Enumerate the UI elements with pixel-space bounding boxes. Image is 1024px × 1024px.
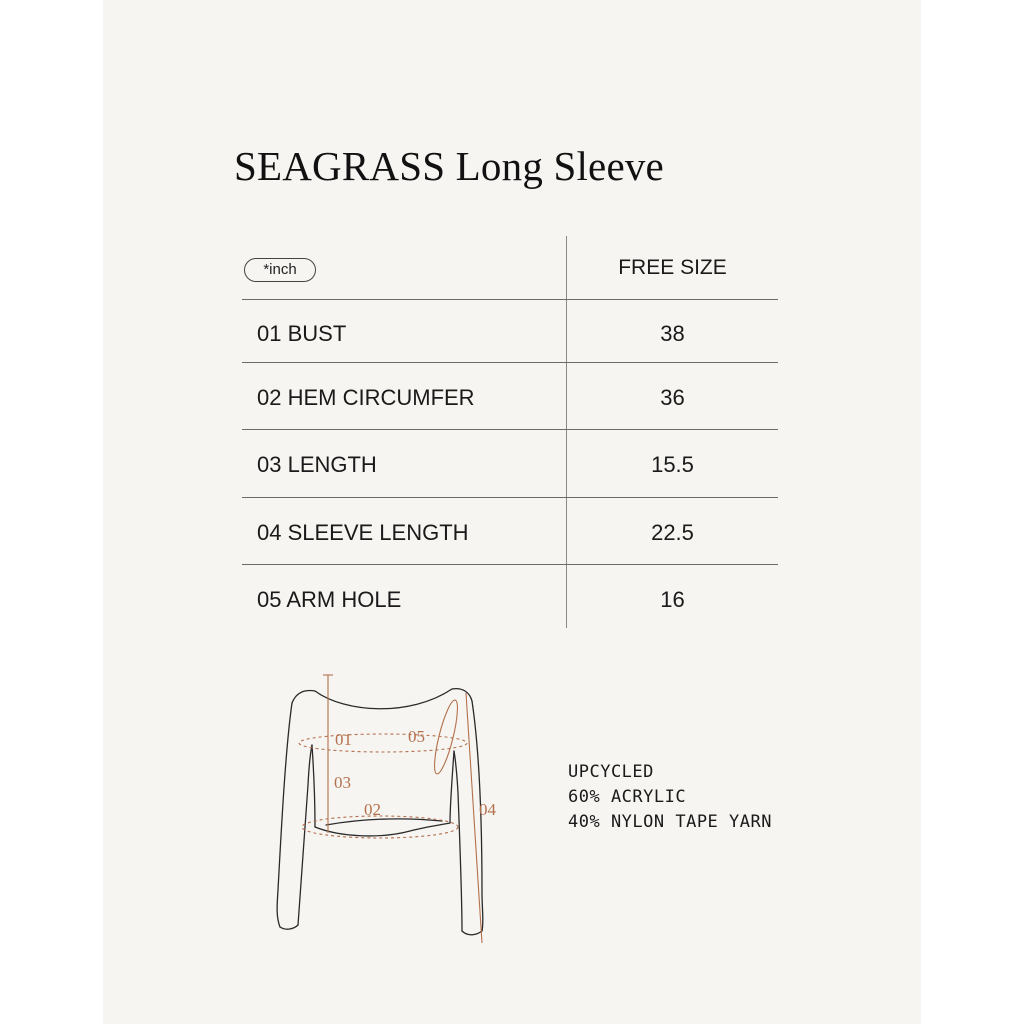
material-composition	[568, 760, 772, 835]
sketch-label-length: 03	[334, 773, 351, 792]
row-value-armhole: 16	[660, 587, 685, 612]
row-value-sleeve: 22.5	[651, 520, 694, 545]
row-divider	[242, 429, 778, 430]
sketch-label-bust: 01	[335, 730, 352, 749]
column-divider	[566, 236, 567, 628]
material-line: 40% NYLON TAPE YARN	[568, 812, 772, 832]
row-value-length: 15.5	[651, 452, 694, 477]
product-title: SEAGRASS Long Sleeve	[234, 143, 664, 189]
row-divider	[242, 299, 778, 300]
row-value-bust: 38	[660, 321, 685, 346]
row-label-armhole: 05 ARM HOLE	[257, 587, 402, 612]
row-label-bust: 01 BUST	[257, 321, 347, 346]
row-value-hem: 36	[660, 385, 685, 410]
row-label-hem: 02 HEM CIRCUMFER	[257, 385, 475, 410]
row-label-length: 03 LENGTH	[257, 452, 377, 477]
material-line: 60% ACRYLIC	[568, 787, 687, 807]
row-label-sleeve: 04 SLEEVE LENGTH	[257, 520, 469, 545]
row-divider	[242, 362, 778, 363]
size-table	[242, 236, 778, 628]
garment-sketch	[260, 665, 520, 955]
material-line: UPCYCLED	[568, 762, 654, 782]
row-divider	[242, 497, 778, 498]
column-header-free-size: FREE SIZE	[618, 256, 727, 279]
sketch-label-armhole: 05	[408, 727, 425, 746]
unit-badge: *inch	[244, 258, 316, 282]
row-divider	[242, 564, 778, 565]
sketch-label-hem: 02	[364, 800, 381, 819]
sketch-label-sleeve: 04	[479, 800, 496, 819]
measure-lines	[299, 675, 482, 943]
